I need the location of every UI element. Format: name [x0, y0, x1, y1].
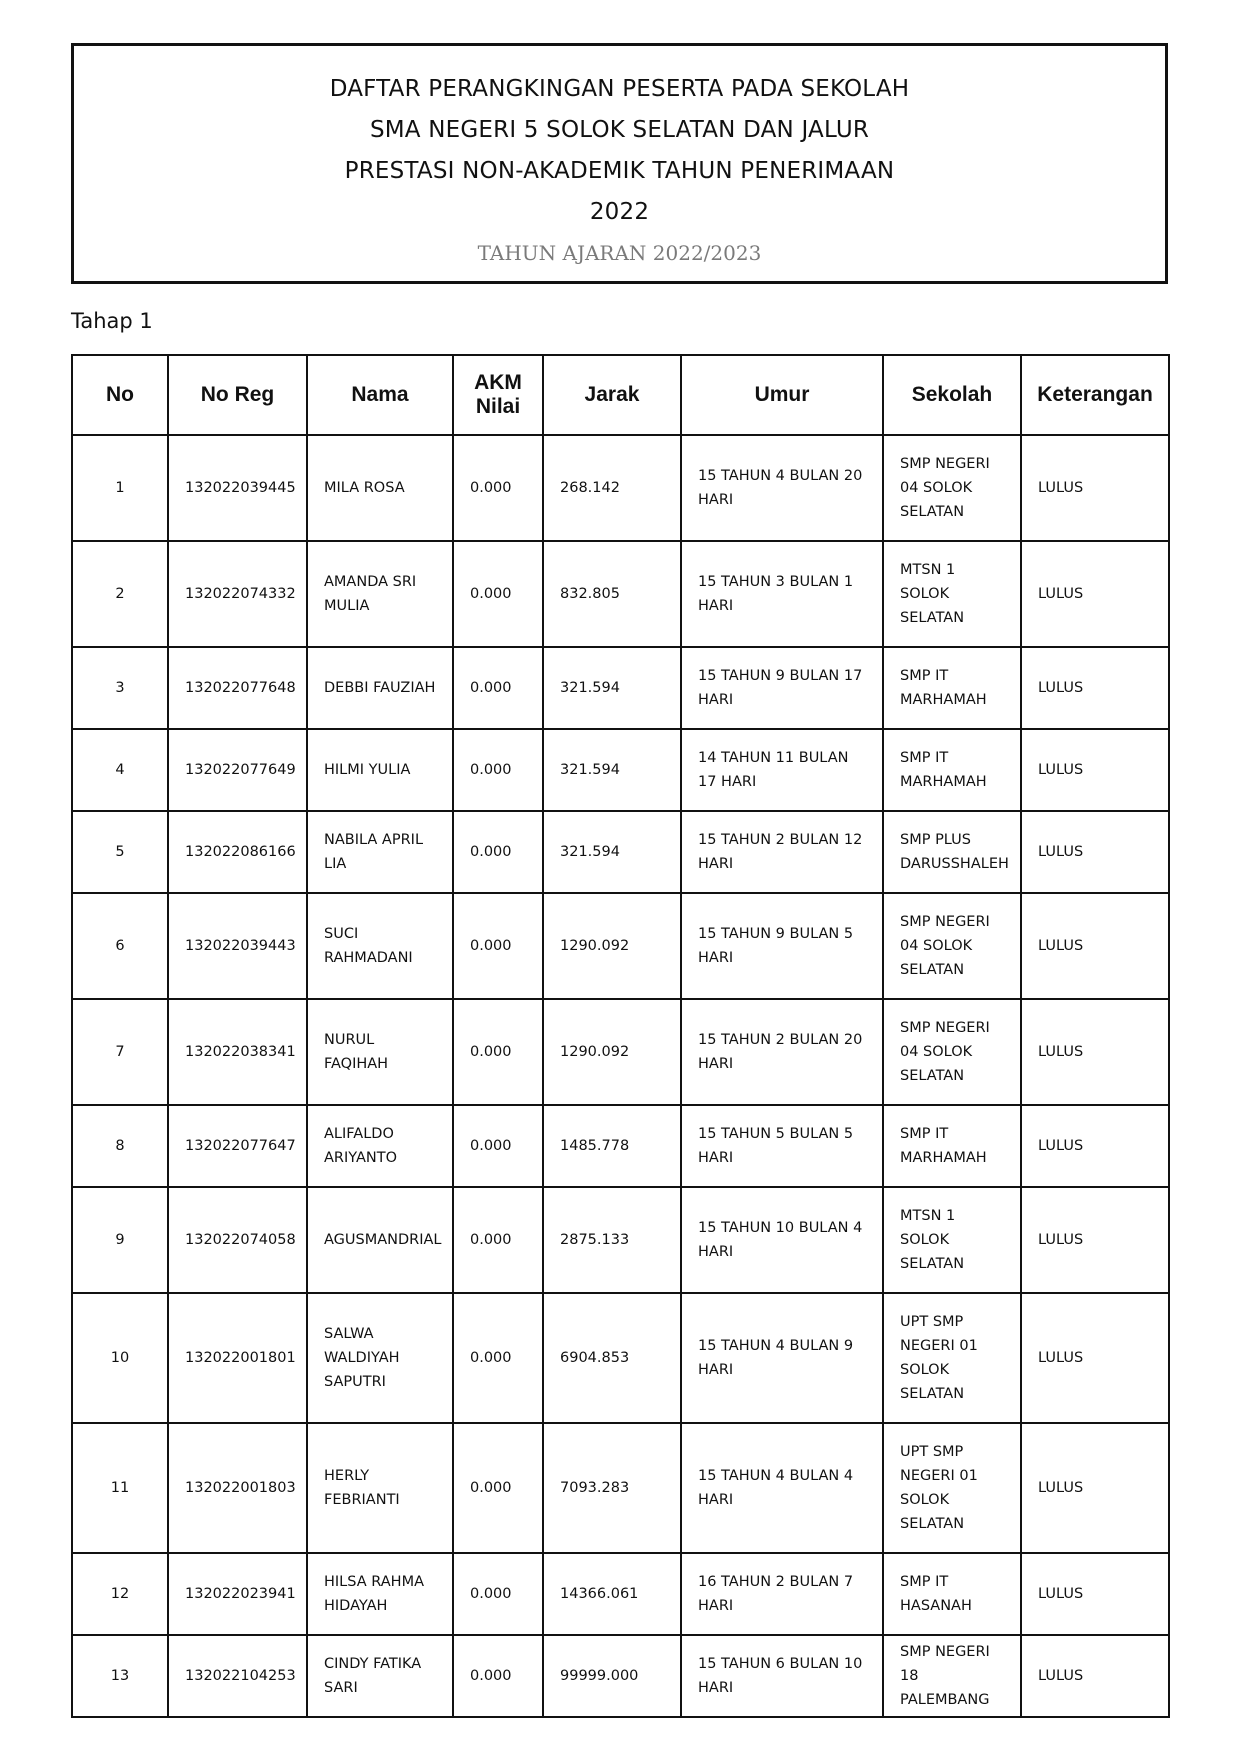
cell-jarak: 832.805	[543, 541, 681, 647]
academic-year-subtitle: TAHUN AJARAN 2022/2023	[477, 241, 762, 265]
cell-keterangan: LULUS	[1021, 1553, 1169, 1635]
cell-no: 2	[72, 541, 168, 647]
cell-sekolah: MTSN 1 SOLOK SELATAN	[883, 541, 1021, 647]
cell-jarak: 1485.778	[543, 1105, 681, 1187]
cell-umur: 15 TAHUN 6 BULAN 10 HARI	[681, 1635, 883, 1717]
table-row	[72, 1635, 1169, 1717]
cell-umur: 15 TAHUN 9 BULAN 17 HARI	[681, 647, 883, 729]
cell-no: 11	[72, 1423, 168, 1553]
cell-no: 9	[72, 1187, 168, 1293]
cell-no: 5	[72, 811, 168, 893]
cell-no: 3	[72, 647, 168, 729]
cell-sekolah: UPT SMP NEGERI 01 SOLOK SELATAN	[883, 1423, 1021, 1553]
table-row	[72, 729, 1169, 811]
cell-keterangan: LULUS	[1021, 647, 1169, 729]
cell-nama: DEBBI FAUZIAH	[307, 647, 453, 729]
cell-no-reg: 132022001803	[168, 1423, 307, 1553]
cell-keterangan: LULUS	[1021, 435, 1169, 541]
cell-akm: 0.000	[453, 811, 543, 893]
cell-jarak: 1290.092	[543, 999, 681, 1105]
cell-umur: 15 TAHUN 2 BULAN 20 HARI	[681, 999, 883, 1105]
title-line-3: PRESTASI NON-AKADEMIK TAHUN PENERIMAAN	[344, 158, 895, 184]
cell-akm: 0.000	[453, 1423, 543, 1553]
cell-jarak: 1290.092	[543, 893, 681, 999]
header-no-reg: No Reg	[168, 355, 307, 435]
table-row	[72, 647, 1169, 729]
cell-nama: MILA ROSA	[307, 435, 453, 541]
cell-sekolah: SMP NEGERI 04 SOLOK SELATAN	[883, 999, 1021, 1105]
cell-no-reg: 132022001801	[168, 1293, 307, 1423]
table-row	[72, 541, 1169, 647]
header-sekolah: Sekolah	[883, 355, 1021, 435]
cell-jarak: 6904.853	[543, 1293, 681, 1423]
table-row	[72, 811, 1169, 893]
cell-sekolah: SMP IT MARHAMAH	[883, 1105, 1021, 1187]
cell-nama: HILSA RAHMA HIDAYAH	[307, 1553, 453, 1635]
cell-sekolah: SMP NEGERI 04 SOLOK SELATAN	[883, 893, 1021, 999]
header-nama: Nama	[307, 355, 453, 435]
cell-nama: SUCI RAHMADANI	[307, 893, 453, 999]
cell-nama: AMANDA SRI MULIA	[307, 541, 453, 647]
cell-no: 1	[72, 435, 168, 541]
cell-jarak: 321.594	[543, 811, 681, 893]
header-keterangan: Keterangan	[1021, 355, 1169, 435]
cell-sekolah: SMP IT MARHAMAH	[883, 647, 1021, 729]
cell-nama: ALIFALDO ARIYANTO	[307, 1105, 453, 1187]
cell-sekolah: SMP PLUS DARUSSHALEH	[883, 811, 1021, 893]
cell-no-reg: 132022074332	[168, 541, 307, 647]
header-umur: Umur	[681, 355, 883, 435]
table-row	[72, 999, 1169, 1105]
cell-jarak: 321.594	[543, 647, 681, 729]
cell-no-reg: 132022039445	[168, 435, 307, 541]
cell-akm: 0.000	[453, 435, 543, 541]
cell-no: 6	[72, 893, 168, 999]
table-header-row	[72, 355, 1169, 435]
table-row	[72, 1423, 1169, 1553]
cell-akm: 0.000	[453, 1293, 543, 1423]
cell-keterangan: LULUS	[1021, 1105, 1169, 1187]
header-akm-line1: AKM	[474, 371, 522, 394]
title-line-1: DAFTAR PERANGKINGAN PESERTA PADA SEKOLAH	[329, 76, 910, 102]
cell-akm: 0.000	[453, 1105, 543, 1187]
document-title	[74, 46, 1165, 233]
cell-nama: SALWA WALDIYAH SAPUTRI	[307, 1293, 453, 1423]
cell-keterangan: LULUS	[1021, 729, 1169, 811]
cell-keterangan: LULUS	[1021, 811, 1169, 893]
stage-label: Tahap 1	[71, 309, 153, 333]
cell-umur: 14 TAHUN 11 BULAN 17 HARI	[681, 729, 883, 811]
cell-nama: NURUL FAQIHAH	[307, 999, 453, 1105]
cell-umur: 15 TAHUN 4 BULAN 4 HARI	[681, 1423, 883, 1553]
cell-umur: 15 TAHUN 4 BULAN 20 HARI	[681, 435, 883, 541]
cell-no: 8	[72, 1105, 168, 1187]
cell-no: 12	[72, 1553, 168, 1635]
cell-no-reg: 132022039443	[168, 893, 307, 999]
header-jarak: Jarak	[543, 355, 681, 435]
document-header	[71, 43, 1168, 284]
cell-no-reg: 132022077649	[168, 729, 307, 811]
cell-umur: 15 TAHUN 9 BULAN 5 HARI	[681, 893, 883, 999]
cell-umur: 15 TAHUN 3 BULAN 1 HARI	[681, 541, 883, 647]
cell-akm: 0.000	[453, 1187, 543, 1293]
cell-no-reg: 132022077648	[168, 647, 307, 729]
cell-akm: 0.000	[453, 729, 543, 811]
cell-sekolah: UPT SMP NEGERI 01 SOLOK SELATAN	[883, 1293, 1021, 1423]
header-no: No	[72, 355, 168, 435]
table-row	[72, 893, 1169, 999]
cell-akm: 0.000	[453, 647, 543, 729]
cell-jarak: 2875.133	[543, 1187, 681, 1293]
cell-jarak: 268.142	[543, 435, 681, 541]
cell-sekolah: SMP NEGERI 18 PALEMBANG	[883, 1635, 1021, 1717]
cell-nama: NABILA APRIL LIA	[307, 811, 453, 893]
cell-no-reg: 132022023941	[168, 1553, 307, 1635]
cell-jarak: 14366.061	[543, 1553, 681, 1635]
cell-no-reg: 132022038341	[168, 999, 307, 1105]
cell-no-reg: 132022077647	[168, 1105, 307, 1187]
cell-keterangan: LULUS	[1021, 893, 1169, 999]
cell-akm: 0.000	[453, 541, 543, 647]
cell-umur: 15 TAHUN 4 BULAN 9 HARI	[681, 1293, 883, 1423]
cell-umur: 15 TAHUN 10 BULAN 4 HARI	[681, 1187, 883, 1293]
cell-no: 10	[72, 1293, 168, 1423]
cell-no-reg: 132022074058	[168, 1187, 307, 1293]
cell-keterangan: LULUS	[1021, 1635, 1169, 1717]
cell-keterangan: LULUS	[1021, 541, 1169, 647]
cell-keterangan: LULUS	[1021, 1423, 1169, 1553]
cell-sekolah: SMP IT HASANAH	[883, 1553, 1021, 1635]
cell-akm: 0.000	[453, 1553, 543, 1635]
cell-akm: 0.000	[453, 999, 543, 1105]
cell-sekolah: SMP NEGERI 04 SOLOK SELATAN	[883, 435, 1021, 541]
cell-akm: 0.000	[453, 893, 543, 999]
title-line-4: 2022	[589, 199, 650, 225]
cell-no-reg: 132022086166	[168, 811, 307, 893]
cell-umur: 16 TAHUN 2 BULAN 7 HARI	[681, 1553, 883, 1635]
cell-sekolah: SMP IT MARHAMAH	[883, 729, 1021, 811]
cell-keterangan: LULUS	[1021, 1187, 1169, 1293]
cell-umur: 15 TAHUN 2 BULAN 12 HARI	[681, 811, 883, 893]
cell-keterangan: LULUS	[1021, 1293, 1169, 1423]
table-row	[72, 435, 1169, 541]
title-line-2: SMA NEGERI 5 SOLOK SELATAN DAN JALUR	[369, 117, 870, 143]
cell-sekolah: MTSN 1 SOLOK SELATAN	[883, 1187, 1021, 1293]
cell-nama: HILMI YULIA	[307, 729, 453, 811]
table-row	[72, 1187, 1169, 1293]
cell-jarak: 7093.283	[543, 1423, 681, 1553]
table-row	[72, 1553, 1169, 1635]
cell-no: 4	[72, 729, 168, 811]
cell-keterangan: LULUS	[1021, 999, 1169, 1105]
cell-jarak: 321.594	[543, 729, 681, 811]
cell-nama: CINDY FATIKA SARI	[307, 1635, 453, 1717]
table-row	[72, 1293, 1169, 1423]
header-akm-nilai	[453, 355, 543, 435]
cell-no: 7	[72, 999, 168, 1105]
cell-umur: 15 TAHUN 5 BULAN 5 HARI	[681, 1105, 883, 1187]
cell-akm: 0.000	[453, 1635, 543, 1717]
cell-no-reg: 132022104253	[168, 1635, 307, 1717]
cell-no: 13	[72, 1635, 168, 1717]
header-akm-line2: Nilai	[475, 395, 521, 418]
cell-nama: AGUSMANDRIAL	[307, 1187, 453, 1293]
table-row	[72, 1105, 1169, 1187]
ranking-table	[71, 354, 1170, 1718]
cell-jarak: 99999.000	[543, 1635, 681, 1717]
cell-nama: HERLY FEBRIANTI	[307, 1423, 453, 1553]
